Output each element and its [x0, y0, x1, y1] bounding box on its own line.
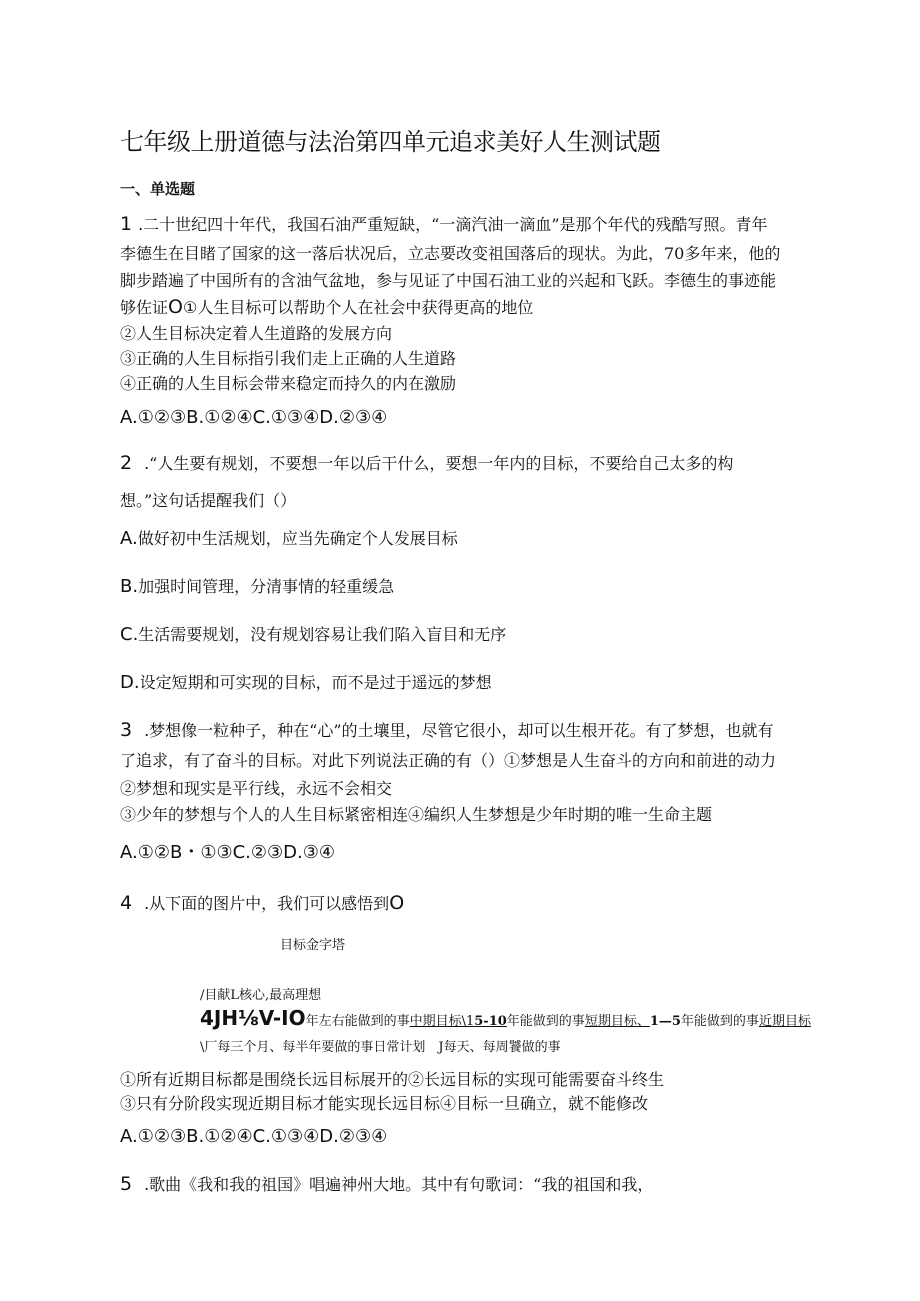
question-2-line-2: 想。”这句话提醒我们（）: [120, 491, 297, 510]
pyramid-years: 1—5: [649, 1014, 681, 1029]
pyramid-text: 年能做到的事: [680, 1014, 759, 1029]
option-a-text: 做好初中生活规划，应当先确定个人发展目标: [137, 529, 458, 548]
pyramid-near-goal: 近期目标: [758, 1014, 811, 1029]
question-4-options: A.①②③B.①②④C.①③④D.②③④: [120, 1126, 388, 1147]
option-d-letter: D.: [120, 672, 140, 693]
option-b: [120, 574, 394, 597]
option-b-letter: B.: [120, 576, 139, 597]
statement-4: ④正确的人生目标会带来稳定而持久的内在激励: [120, 374, 457, 393]
pyramid-title: 目标金字塔: [280, 938, 346, 953]
option-d-text: 设定短期和可实现的目标，而不是过于遥远的梦想: [139, 673, 492, 692]
pyramid-ocr-garble: 4JH⅛V-IO: [200, 1006, 306, 1030]
question-4-statement-1: ①所有近期目标都是围绕长远目标展开的②长远目标的实现可能需要奋斗终生: [120, 1070, 665, 1089]
option-b-text: 加强时间管理，分清事情的轻重缓急: [138, 577, 395, 596]
question-2-text: .“人生要有规划，不要想一年以后干什么，要想一年内的目标，不要给自己太多的构: [144, 454, 734, 473]
question-5-text: .歌曲《我和我的祖国》唱遍神州大地。其中有句歌词：“我的祖国和我，: [144, 1175, 654, 1194]
question-3-line-3: ②梦想和现实是平行线，永远不会相交: [120, 779, 393, 798]
question-3-text: .梦想像一粒种子，种在“心”的土壤里，尽管它很小，却可以生根开花。有了梦想，也就有: [144, 721, 774, 740]
pyramid-text: 年左右能做到的事: [305, 1014, 410, 1029]
answer-blank: O: [168, 296, 183, 318]
question-1-options: A.①②③B.①②④C.①③④D.②③④: [120, 407, 388, 428]
option-a-letter: A.: [120, 528, 138, 549]
question-1-line-4: [120, 295, 533, 318]
pyramid-mid-goal: 中期目标\1: [409, 1014, 475, 1029]
pyramid-text: 年能做到的事: [506, 1014, 585, 1029]
question-1-line-3: 脚步踏遍了中国所有的含油气盆地，参与见证了中国石油工业的兴起和飞跃。李德生的事迹能: [120, 271, 777, 290]
pyramid-line-1: /目献L核心,最高理想: [200, 988, 322, 1003]
option-c: [120, 622, 506, 645]
question-4-line-1: [120, 891, 404, 914]
question-3-line-1: [120, 718, 774, 741]
section-heading: 一、单选题: [120, 180, 196, 198]
question-4-number: 4: [120, 892, 133, 914]
question-5-number: 5: [120, 1173, 133, 1195]
answer-blank: O: [389, 892, 405, 914]
question-2-number: 2: [120, 452, 133, 474]
question-1-number: 1: [120, 213, 133, 235]
question-3-options: A.①②B・①③C.②③D.③④: [120, 842, 336, 863]
question-1-line-1: [120, 212, 768, 235]
option-a: [120, 526, 458, 549]
pyramid-line-2: [200, 1006, 811, 1030]
question-1-text-part: 够佐证: [120, 298, 169, 317]
statement-3: ③正确的人生目标指引我们走上正确的人生道路: [120, 349, 457, 368]
page-title: 七年级上册道德与法治第四单元追求美好人生测试题: [120, 128, 661, 156]
option-c-letter: C.: [120, 624, 139, 645]
option-c-text: 生活需要规划，没有规划容易让我们陷入盲目和无序: [138, 625, 507, 644]
statement-1: ①人生目标可以帮助个人在社会中获得更高的地位: [182, 298, 534, 317]
question-2-line-1: [120, 451, 733, 474]
pyramid-years: 5-10: [474, 1014, 507, 1029]
question-3-number: 3: [120, 719, 133, 741]
question-1-text: .二十世纪四十年代，我国石油严重短缺，“一滴汽油一滴血”是那个年代的残酷写照。青年: [138, 215, 768, 234]
question-4-statement-2: ③只有分阶段实现近期目标才能实现长远目标④目标一旦确立，就不能修改: [120, 1094, 649, 1113]
pyramid-short-goal: 短期目标、: [584, 1014, 650, 1029]
question-1-line-2: 李德生在目睹了国家的这一落后状况后，立志要改变祖国落后的现状。为此，70多年来，他的: [120, 244, 781, 263]
question-4-text: .从下面的图片中，我们可以感悟到: [144, 894, 390, 913]
question-3-line-4: ③少年的梦想与个人的人生目标紧密相连④编织人生梦想是少年时期的唯一生命主题: [120, 805, 713, 824]
option-d: [120, 670, 492, 693]
statement-2: ②人生目标决定着人生道路的发展方向: [120, 324, 393, 343]
pyramid-line-3: \厂每三个月、每半年要做的事日常计划 J每天、每周饕做的事: [200, 1040, 561, 1055]
question-5-line-1: [120, 1172, 653, 1195]
question-3-line-2: 了追求，有了奋斗的目标。对此下列说法正确的有（）①梦想是人生奋斗的方向和前进的动力: [120, 751, 777, 770]
